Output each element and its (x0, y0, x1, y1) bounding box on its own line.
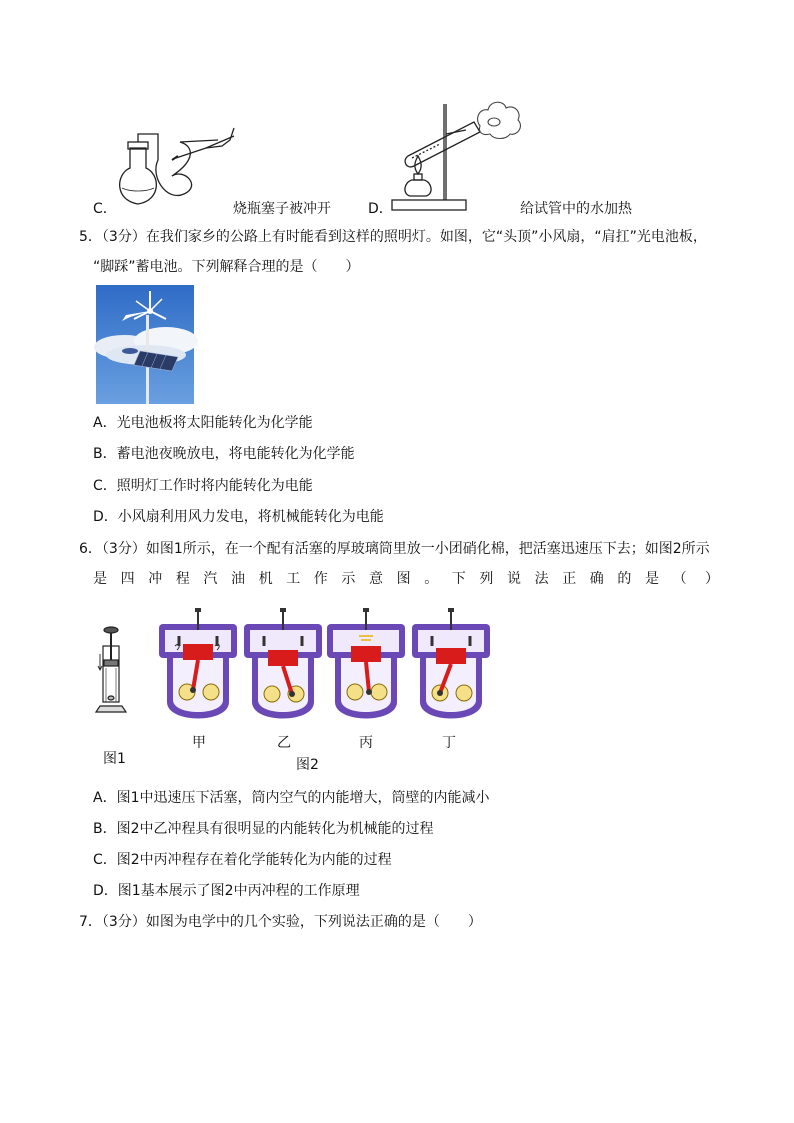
option-letter: C． (93, 201, 117, 217)
engine-stroke-ding (410, 606, 492, 726)
option-b: B．图2中乙冲程具有很明显的内能转化为机械能的过程 (93, 821, 434, 837)
option-a: A．光电池板将太阳能转化为化学能 (93, 415, 313, 431)
figure-2-label: 图2 (296, 757, 319, 773)
engine-label-bing: 丙 (359, 735, 373, 751)
street-lamp-photo (96, 285, 194, 404)
option-d: D．小风扇利用风力发电，将机械能转化为电能 (93, 509, 384, 525)
option-caption: 给试管中的水加热 (520, 201, 632, 217)
option-caption: 烧瓶塞子被冲开 (233, 201, 331, 217)
option-c: C．照明灯工作时将内能转化为电能 (93, 478, 313, 494)
engine-stroke-yi (242, 606, 324, 726)
question-stem-line: 7．（3分）如图为电学中的几个实验，下列说法正确的是（ ） (79, 914, 482, 930)
question-stem-line: 5．（3分）在我们家乡的公路上有时能看到这样的照明灯。如图，它“头顶”小风扇，“肩扛”光电池板， (79, 229, 707, 245)
engine-label-jia: 甲 (192, 735, 206, 751)
figure-1-glass-cylinder (94, 626, 128, 716)
question-stem-line: 是四冲程汽油机工作示意图。下列说法正确的是（ (93, 571, 701, 587)
option-a: A．图1中迅速压下活塞，筒内空气的内能增大，筒壁的内能减小 (93, 790, 490, 806)
option-c: C．图2中丙冲程存在着化学能转化为内能的过程 (93, 852, 392, 868)
engine-label-yi: 乙 (277, 735, 291, 751)
question-stem-bracket: ） (705, 571, 719, 587)
option-d: D．图1基本展示了图2中丙冲程的工作原理 (93, 883, 360, 899)
flask-stopper-illustration (110, 120, 240, 215)
engine-stroke-jia (157, 606, 239, 726)
option-b: B．蓄电池夜晚放电，将电能转化为化学能 (93, 446, 355, 462)
figure-1-label: 图1 (103, 751, 126, 767)
question-stem-line: “脚踩”蓄电池。下列解释合理的是（ ） (93, 259, 360, 275)
question-stem-line: 6．（3分）如图1所示，在一个配有活塞的厚玻璃筒里放一小团硝化棉，把活塞迅速压下去；如图2所示 (79, 541, 710, 557)
test-tube-heating-illustration (390, 96, 530, 216)
engine-stroke-bing (325, 606, 407, 726)
engine-label-ding: 丁 (442, 735, 456, 751)
option-letter: D． (368, 201, 393, 217)
